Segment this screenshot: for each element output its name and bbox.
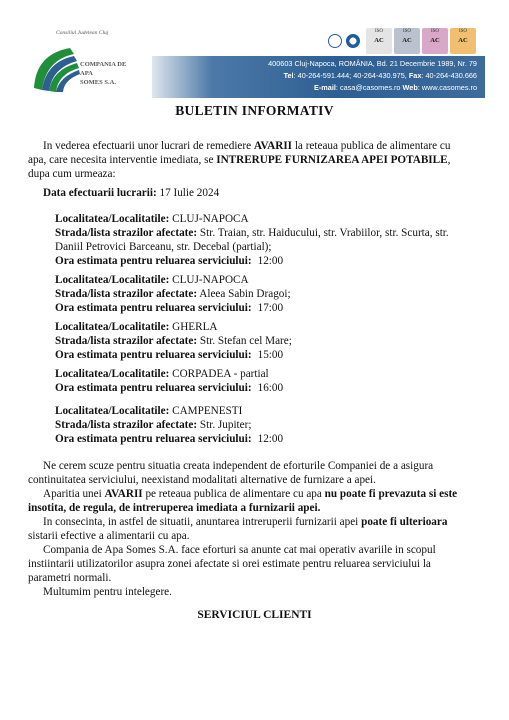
email-web-line <box>314 83 477 92</box>
entry-hour <box>55 432 283 446</box>
effort-line-3: parametri normali. <box>28 572 112 584</box>
locality-label: Localitatea/Localitatile: <box>55 321 170 333</box>
hour-value: 12:00 <box>257 433 284 445</box>
thanks-line: Multumim pentru intelegere. <box>43 586 172 598</box>
locality-value: CORPADEA - partial <box>169 368 269 380</box>
entry-locality <box>55 273 249 287</box>
fax-label: Fax <box>408 71 422 80</box>
text: , <box>447 154 451 166</box>
locality-label: Localitatea/Localitatile: <box>55 405 170 417</box>
hour-label: Ora estimata pentru reluarea serviciului: <box>55 433 252 445</box>
locality-value: CAMPENESTI <box>169 405 243 417</box>
entry-hour <box>55 348 283 362</box>
cert-label: ISO <box>374 29 384 34</box>
entry-streets <box>55 287 291 301</box>
streets-value: Str. Jupiter; <box>197 419 252 431</box>
brand-line-2: SOMES S.A. <box>80 79 116 86</box>
entry-locality <box>55 367 269 381</box>
accreditation-seal-icon <box>346 34 360 48</box>
hour-value: 17:00 <box>257 302 284 314</box>
locality-label: Localitatea/Localitatile: <box>55 213 170 225</box>
locality-value: CLUJ-NAPOCA <box>169 274 249 286</box>
effort-line-1: Compania de Apa Somes S.A. face eforturi sa anunte cat mai operativ avariile in scopul <box>43 544 436 556</box>
cert-label: ISO <box>430 29 440 34</box>
quality-seal-icon <box>328 34 342 48</box>
streets-value: Str. Stefan cel Mare; <box>197 335 292 347</box>
locality-value: CLUJ-NAPOCA <box>169 213 249 225</box>
cert-label: ISO <box>458 29 468 34</box>
text: Aparitia unei <box>43 488 105 500</box>
hour-value: 12:00 <box>257 255 284 267</box>
entry-streets <box>55 418 251 432</box>
council-label: Consiliul Judetean Cluj <box>56 30 109 36</box>
letterhead <box>30 28 485 98</box>
web-value: : www.casomes.ro <box>417 83 477 92</box>
apology-line-2: continuitatea serviciului, neexistand modalitati alternative de furnizare a apei. <box>28 474 376 486</box>
cert-label: ISO <box>402 29 412 34</box>
hour-label: Ora estimata pentru reluarea serviciului: <box>55 255 252 267</box>
company-logo <box>30 28 150 98</box>
text-bold: nu poate fi prevazuta si este <box>324 488 458 500</box>
cert-code: AC <box>374 37 384 44</box>
cert-code: AC <box>402 37 412 44</box>
text: In vederea efectuarii unor lucrari de remediere <box>43 140 254 152</box>
hour-label: Ora estimata pentru reluarea serviciului: <box>55 302 252 314</box>
streets-value: Aleea Sabin Dragoi; <box>197 288 291 300</box>
text: In consecinta, in astfel de situatii, anuntarea intreruperii furnizarii apei <box>43 516 362 528</box>
streets-label: Strada/lista strazilor afectate: <box>55 419 198 431</box>
text-bold: INTRERUPE FURNIZAREA APEI POTABILE <box>216 154 448 166</box>
entry-locality <box>55 320 218 334</box>
streets-label: Strada/lista strazilor afectate: <box>55 227 198 239</box>
entry-hour <box>55 381 283 395</box>
intro-line-1 <box>43 139 450 153</box>
email-value: : casa@casomes.ro <box>335 83 401 92</box>
effort-line-2: instiintarii utilizatorilor asupra zonei afectate si orei estimate pentru reluarea serviciului la <box>28 558 431 570</box>
text-bold: AVARII <box>104 488 143 500</box>
cert-code: AC <box>458 37 468 44</box>
intro-line-2 <box>28 153 450 167</box>
avarie-line-2: insotita, de regula, de intreruperea imediata a furnizarii apei. <box>28 502 321 514</box>
contact-band <box>152 56 485 98</box>
phone-label: Tel <box>283 71 294 80</box>
hour-value: 16:00 <box>257 382 284 394</box>
cert-badge <box>450 28 476 54</box>
locality-label: Localitatea/Localitatile: <box>55 368 170 380</box>
cert-badge <box>422 28 448 54</box>
email-label: E-mail <box>313 83 336 92</box>
work-date <box>43 186 219 200</box>
brand-name <box>80 60 140 87</box>
intro-line-3: dupa cum urmeaza: <box>28 168 116 180</box>
entry-streets-cont: Daniil Petrovici Barceanu, str. Decebal (partial); <box>55 241 272 253</box>
text-bold: poate fi ulterioara <box>361 516 448 528</box>
phone-value: : 40-264-591.444; 40-264-430.975, <box>293 71 407 80</box>
locality-value: GHERLA <box>169 321 218 333</box>
streets-label: Strada/lista strazilor afectate: <box>55 335 198 347</box>
streets-label: Strada/lista strazilor afectate: <box>55 288 198 300</box>
streets-value: Str. Traian, str. Haiducului, str. Vrabiilor, str. Scurta, str. <box>197 227 449 239</box>
entry-streets <box>55 334 292 348</box>
brand-line-1: COMPANIA DE APA <box>80 61 127 77</box>
hour-label: Ora estimata pentru reluarea serviciului: <box>55 382 252 394</box>
entry-hour <box>55 254 283 268</box>
cert-badge <box>394 28 420 54</box>
signature: SERVICIUL CLIENTI <box>197 609 312 621</box>
locality-label: Localitatea/Localitatile: <box>55 274 170 286</box>
entry-streets <box>55 226 449 240</box>
conseq-line-2: sistarii efective a alimentarii cu apa. <box>28 530 190 542</box>
text-bold: AVARII <box>253 140 293 152</box>
apology-line-1: Ne cerem scuze pentru situatia creata independent de eforturile Companiei de a asigura <box>43 460 434 472</box>
date-label: Data efectuarii lucrarii: <box>43 187 157 199</box>
address-line: 400603 Cluj-Napoca, ROMÂNIA, Bd. 21 Decembrie 1989, Nr. 79 <box>268 59 477 68</box>
hour-label: Ora estimata pentru reluarea serviciului: <box>55 349 252 361</box>
hour-value: 15:00 <box>257 349 284 361</box>
fax-value: : 40-264-430.666 <box>421 71 477 80</box>
conseq-line-1 <box>43 515 447 529</box>
entry-hour <box>55 301 283 315</box>
text: la reteaua publica de alimentare cu <box>292 140 451 152</box>
text: pe reteaua publica de alimentare cu apa <box>142 488 325 500</box>
avarie-line-1 <box>43 487 457 501</box>
phone-fax-line <box>284 71 477 80</box>
entry-locality <box>55 212 249 226</box>
date-value: 17 Iulie 2024 <box>156 187 220 199</box>
web-label: Web <box>402 83 418 92</box>
text: apa, care necesita interventie imediata, se <box>28 154 217 166</box>
entry-locality <box>55 404 242 418</box>
cert-badge <box>366 28 392 54</box>
document-title: BULETIN INFORMATIV <box>175 103 334 118</box>
cert-code: AC <box>430 37 440 44</box>
